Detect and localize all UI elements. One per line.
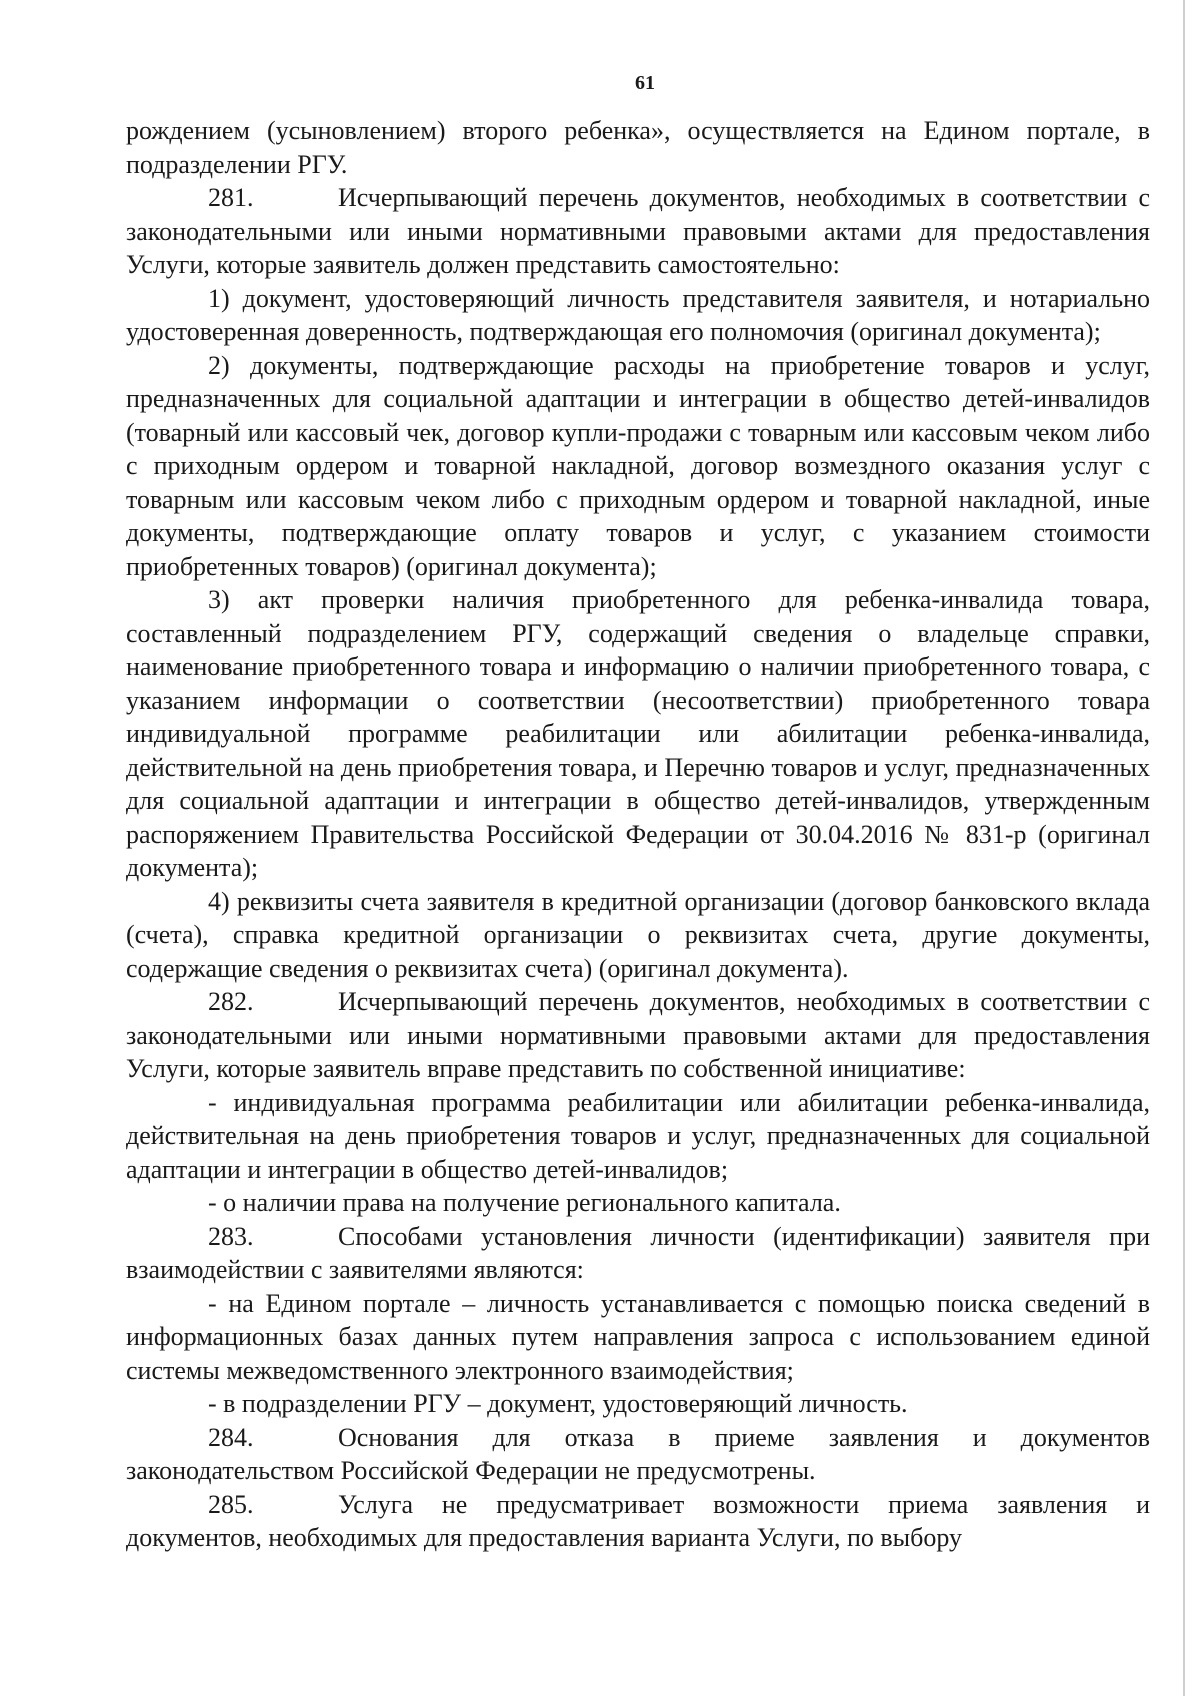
- list-item-2: 2) документы, подтверждающие расходы на приобретение товаров и услуг, предназначенных для социальной адаптации и интеграции в общество детей-инвалидов (товарный или кассовый чек, договор купли-продажи с товарным или кассовым чеком либо с приходным ордером и товарной накладной, договор возмездного оказания услуг с товарным или кассовым чеком либо с приходным ордером и товарной накладной, иные документы, подтверждающие оплату товаров и услуг, с указанием стоимости приобретенных товаров) (оригинал документа);: [126, 350, 1150, 581]
- paragraph-number: 285.: [208, 1489, 254, 1519]
- paragraph-text: Исчерпывающий перечень документов, необходимых в соответствии с законодательными или иными нормативными правовыми актами для предоставления Услуги, которые заявитель вправе представить по собственной инициативе:: [126, 987, 1150, 1083]
- page-edge-line: [1183, 0, 1185, 1696]
- paragraph-number: 284.: [208, 1422, 254, 1452]
- list-item-1: 1) документ, удостоверяющий личность представителя заявителя, и нотариально удостоверенная доверенность, подтверждающая его полномочия (оригинал документа);: [126, 283, 1150, 346]
- list-item-3: 3) акт проверки наличия приобретенного для ребенка-инвалида товара, составленный подразделением РГУ, содержащий сведения о владельце справки, наименование приобретенного товара и информацию о наличии приобретенного товара, с указанием информации о соответствии (несоответствии) приобретенного товара индивидуальной программе реабилитации или абилитации ребенка-инвалида, действительной на день приобретения товара, и Перечню товаров и услуг, предназначенных для социальной адаптации и интеграции в общество детей-инвалидов, утвержденным распоряжением Правительства Российской Федерации от 30.04.2016 № 831-р (оригинал документа);: [126, 585, 1150, 882]
- list-item-4: 4) реквизиты счета заявителя в кредитной организации (договор банковского вклада (счета), справка кредитной организации о реквизитах счета, другие документы, содержащие сведения о реквизитах счета) (оригинал документа).: [126, 886, 1150, 983]
- paragraph-text: Услуга не предусматривает возможности приема заявления и документов, необходимых для предоставления варианта Услуги, по выбору: [126, 1489, 1150, 1552]
- paragraph-281: [126, 181, 1150, 282]
- paragraph-282: [126, 985, 1150, 1086]
- page-number: 61: [635, 72, 655, 94]
- paragraph-text: Исчерпывающий перечень документов, необходимых в соответствии с законодательными или иными нормативными правовыми актами для предоставления Услуги, которые заявитель должен представить самостоятельно:: [126, 183, 1150, 279]
- paragraph-284: [126, 1421, 1150, 1488]
- list-item-dash-3: - на Едином портале – личность устанавливается с помощью поиска сведений в информационных базах данных путем направления запроса с использованием единой системы межведомственного электронного взаимодействия;: [126, 1288, 1150, 1385]
- paragraph-number: 282.: [208, 987, 254, 1016]
- paragraph-text: Способами установления личности (идентификации) заявителя при взаимодействии с заявителями являются:: [126, 1221, 1150, 1284]
- paragraph-number: 281.: [208, 183, 254, 212]
- list-item-dash-2: - о наличии права на получение регионального капитала.: [208, 1188, 841, 1217]
- paragraph-283: [126, 1220, 1150, 1287]
- paragraph-text: Основания для отказа в приеме заявления и документов законодательством Российской Федерации не предусмотрены.: [126, 1422, 1150, 1485]
- paragraph-285: [126, 1488, 1150, 1555]
- list-item-dash-4: - в подразделении РГУ – документ, удостоверяющий личность.: [208, 1389, 908, 1418]
- paragraph-number: 283.: [208, 1221, 254, 1251]
- paragraph-continuation: рождением (усыновлением) второго ребенка», осуществляется на Едином портале, в подразделении РГУ.: [126, 116, 1150, 179]
- document-body: [126, 114, 1150, 1555]
- list-item-dash-1: - индивидуальная программа реабилитации или абилитации ребенка-инвалида, действительная на день приобретения товаров и услуг, предназначенных для социальной адаптации и интеграции в общество детей-инвалидов;: [126, 1087, 1150, 1184]
